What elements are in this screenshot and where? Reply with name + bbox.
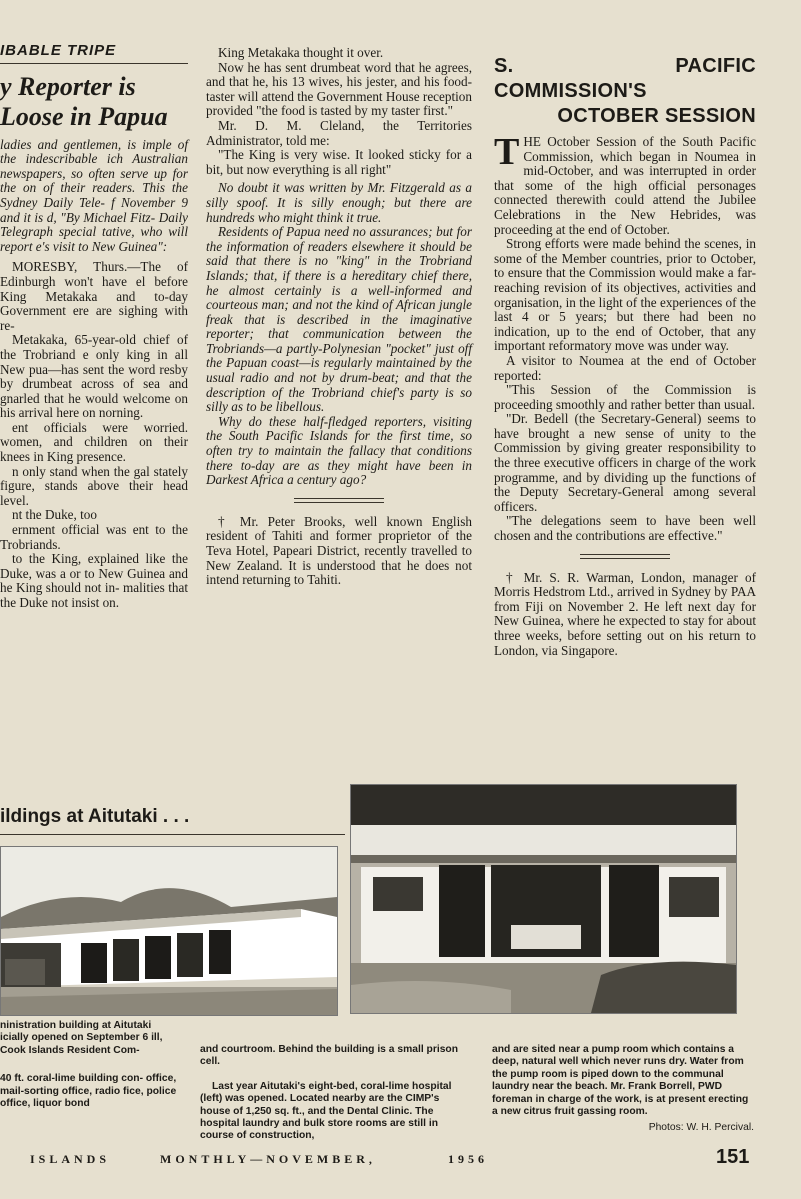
kicker-rule xyxy=(0,63,188,64)
body-paragraph: Mr. D. M. Cleland, the Territories Administrator, told me: xyxy=(206,117,472,148)
intro-paragraph: ladies and gentlemen, is imple of the indescribable ich Australian newspapers, so often serve up for the on of their readers. This the Sydney Daily Tele- f November 9 and it is d, "By Michael Fitz- Daily Telegraph special tative, who will report e's visit to New Guinea": xyxy=(0,136,188,254)
administration-building-photo xyxy=(0,846,338,1016)
drop-cap: T xyxy=(494,131,520,173)
footer-year: 1956 xyxy=(448,1152,488,1166)
left-column xyxy=(0,44,188,611)
lead-text: HE October Session of the South Pacific Commission, which began in Noumea in mid-October, and was interrupted in order that some of the high official personages connected therewith could attend the Jubilee Celebrations in the New Hebrides, was proceeding at the end of October. xyxy=(494,134,756,237)
body-paragraph: ernment official was ent to the Trobriands. xyxy=(0,522,188,552)
middle-column xyxy=(206,46,472,588)
body-paragraph: to the King, explained like the Duke, was a or to New Guinea and he King should not in- malities that the Duke not insist on. xyxy=(0,551,188,610)
photo-section-title: ildings at Aitutaki . . . xyxy=(0,806,190,827)
caption-text: and courtroom. Behind the building is a small prison cell. xyxy=(200,1044,459,1068)
editorial-paragraph: Why do these half-fledged reporters, visiting the South Pacific Islands for the first time, so often try to maintain the fallacy that conditions there to-day are as they might have been in Darkest Africa a century ago? xyxy=(206,413,472,488)
brooks-note: † Mr. Peter Brooks, well known English resident of Tahiti and former proprietor of the Teva Hotel, Papeari District, recently travelled to New Zealand. It is understood that he does not intend returning to Tahiti. xyxy=(206,513,472,588)
headline-line-1: y Reporter is xyxy=(0,71,136,101)
caption-text: Last year Aitutaki's eight-bed, coral-lime hospital (left) was opened. Located nearby are the CIMP's house of 1,250 sq. ft., and the Dental Clinic. The hospital laundry and bulk store rooms are still in course of construction, xyxy=(200,1080,452,1142)
headline-line-2: Loose in Papua xyxy=(0,101,168,131)
caption-text: ninistration building at Aitutaki icially opened on September 6 ill, Cook Islands Resident Com- xyxy=(0,1020,163,1056)
body-paragraph: "This Session of the Commission is proceeding smoothly and rather better than usual. xyxy=(494,382,756,412)
photo-illustration xyxy=(1,847,337,1015)
section-kicker: IBABLE TRIPE xyxy=(0,42,117,59)
page-number: 151 xyxy=(716,1146,750,1168)
body-paragraph: "The King is very wise. It looked sticky for a bit, but now everything is all right" xyxy=(206,147,472,177)
body-paragraph: ent officials were worried. women, and children on their knees in King presence. xyxy=(0,419,188,465)
body-paragraph: Now he has sent drumbeat word that he agrees, and that he, his 13 wives, his jester, and his food-taster will attend the Government House reception provided "the food is tasted by my taster first." xyxy=(206,59,472,119)
body-paragraph: Metakaka, 65-year-old chief of the Trobriand e only king in all New pua—has sent the word resby by drumbeat across of sea and gnarled that he would welcome on his arrival here on norning. xyxy=(0,332,188,421)
caption-column-3 xyxy=(492,1044,754,1135)
editorial-paragraph: No doubt it was written by Mr. Fitzgerald as a silly spoof. It is silly enough; but there are hundreds who might think it true. xyxy=(206,180,472,225)
caption-text: 40 ft. coral-lime building con- office, mail-sorting office, radio fice, police office, liquor bond xyxy=(0,1073,177,1110)
right-column xyxy=(494,54,756,658)
hospital-building-photo xyxy=(350,784,737,1014)
body-paragraph: "The delegations seem to have been well chosen and the contributions are effective." xyxy=(494,513,756,544)
section-divider xyxy=(294,498,384,503)
article-headline-1: S. PACIFIC COMMISSION'S xyxy=(494,55,756,102)
photo-illustration xyxy=(351,785,736,1013)
body-paragraph: "Dr. Bedell (the Secretary-General) seems to have brought a new sense of unity to the Commission by giving greater responsibility to the three executive officers in charge of the work programme, and by dividing up the functions of the Deputy Secretary-General among several officers. xyxy=(494,411,756,514)
body-paragraph: King Metakaka thought it over. xyxy=(218,45,384,60)
body-paragraph: MORESBY, Thurs.—The of Edinburgh won't have el before King Metakaka and to-day Government ere are sighing with re- xyxy=(0,259,188,333)
section-divider xyxy=(580,554,670,559)
footer-issue: MONTHLY—NOVEMBER, xyxy=(160,1152,376,1166)
lead-paragraph xyxy=(494,131,756,237)
title-underline xyxy=(0,834,345,835)
article-headline-2: OCTOBER SESSION xyxy=(557,105,756,127)
editorial-paragraph: Residents of Papua need no assurances; but for the information of readers elsewhere it should be said that there is no "king" in the Trobriand Islands; that, if there is a hereditary chief there, he almost certainly is a well-informed and courteous man; and not the kind of African jungle freak that is described in the imaginative reporter; that communication between the Trobriands—a partly-Polynesian "pocket" just off the Papuan coast—is regularly maintained by the usual radio and not by drum-beat; and that the description of the Trobriand chief's party is so silly as to be libellous. xyxy=(206,224,472,415)
caption-column-2 xyxy=(200,1044,470,1143)
body-paragraph: n only stand when the gal stately figure, stands above their head level. xyxy=(0,463,188,508)
body-paragraph: A visitor to Noumea at the end of October reported: xyxy=(494,352,756,383)
caption-text: and are sited near a pump room which contains a deep, natural well which never runs dry. Water from the pump room is piped down to the communal laundry near the beach. Mr. Frank Borrell, PWD foreman in charge of the work, is at present erecting a new citrus fruit gassing room. xyxy=(492,1044,749,1118)
photo-credit: Photos: W. H. Percival. xyxy=(648,1122,754,1134)
warman-note: † Mr. S. R. Warman, London, manager of Morris Hedstrom Ltd., arrived in Sydney by PAA from Fiji on November 2. He left next day for New Guinea, where he expected to stay for about three weeks, before setting out on his return to London, via Singapore. xyxy=(494,569,756,658)
caption-column-1 xyxy=(0,1020,178,1110)
footer-magazine-name: ISLANDS xyxy=(30,1152,111,1166)
body-paragraph: nt the Duke, too xyxy=(12,507,97,523)
body-paragraph: Strong efforts were made behind the scenes, in some of the Member countries, prior to October, to ensure that the Commission would make a far-reaching revision of its objectives, activities and organisation, in the light of the experiences of the last 4 or 5 years; but there had been no indication, up to the end of October, that any important reformatory move was under way. xyxy=(494,236,756,354)
